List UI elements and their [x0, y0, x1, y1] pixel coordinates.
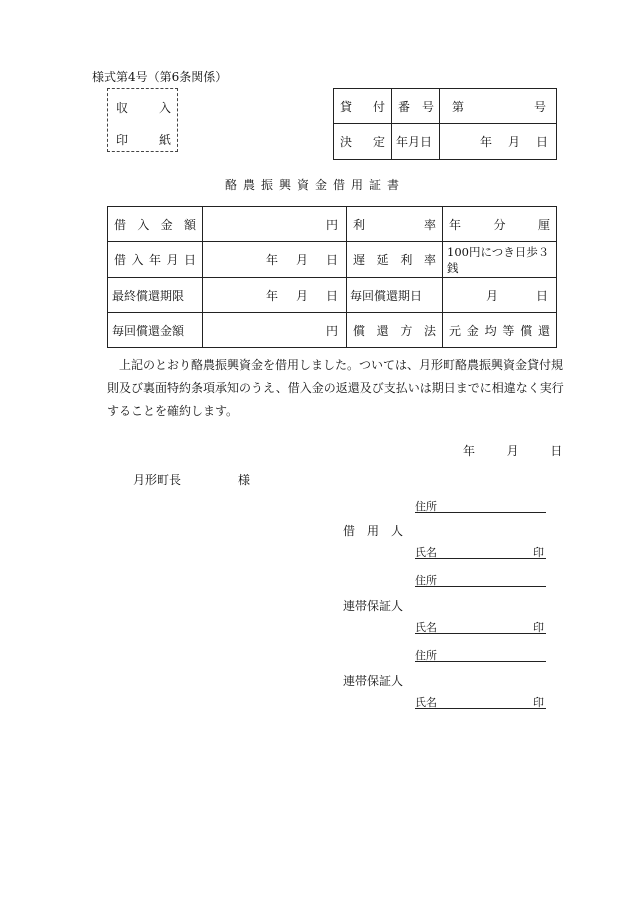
guarantor1-role-label: 連帯保証人: [343, 599, 404, 613]
guarantor2-role-label: 連帯保証人: [343, 674, 404, 688]
interest-label-char: 率: [423, 217, 436, 232]
loan-terms-table: [107, 206, 557, 348]
rate-rin: 厘: [537, 217, 550, 232]
address-label: 住所: [415, 500, 437, 513]
loan-decision-table: [333, 88, 557, 160]
rate-year: 年: [449, 217, 462, 232]
stamp-char: 入: [158, 101, 171, 115]
signing-date: [463, 442, 562, 459]
borrower-name-line[interactable]: [415, 544, 546, 559]
date-year: 年: [265, 288, 278, 303]
borrower-address-line[interactable]: [415, 498, 546, 513]
date-month: 月: [507, 135, 520, 149]
statement-paragraph: [107, 354, 567, 423]
date-month: 月: [485, 288, 498, 303]
date-month: 月: [295, 253, 308, 267]
form-number-label: 様式第4号（第6条関係）: [92, 70, 228, 84]
name-label: 氏名: [415, 621, 437, 634]
loan-number-prefix: 第: [452, 99, 465, 114]
terms-label-cell: 償 還 方 法: [353, 323, 436, 338]
seal-mark: 印: [533, 546, 544, 559]
address-label: 住所: [415, 574, 437, 587]
addressee-name: 月形町長: [133, 473, 182, 487]
date-day: 日: [535, 288, 548, 303]
date-year: 年: [265, 253, 278, 267]
date-day: 日: [325, 288, 338, 303]
guarantor1-address-line[interactable]: [415, 572, 546, 587]
loan-box-char: 定: [372, 135, 385, 149]
addressee-honorific: 様: [238, 473, 251, 487]
loan-box-char: 決: [340, 135, 353, 149]
date-day: 日: [325, 253, 338, 267]
repayment-method: 元 金 均 等 償 還: [449, 323, 550, 338]
date-month: 月: [295, 288, 308, 303]
guarantor1-name-line[interactable]: [415, 619, 546, 634]
guarantor2-name-line[interactable]: [415, 694, 546, 709]
loan-number-label: 番 号: [398, 99, 435, 114]
revenue-stamp-box: [107, 88, 178, 152]
seal-mark: 印: [533, 621, 544, 634]
document-title: 酪農振興資金借用証書: [224, 178, 405, 192]
terms-label-cell: 借 入 金 額: [114, 217, 196, 232]
date-day: 日: [535, 135, 548, 149]
date-month: 月: [506, 444, 519, 458]
terms-label-cell: 借 入 年 月 日: [114, 253, 196, 267]
repayment-date-label: 毎回償還期日: [350, 288, 423, 303]
loan-number-suffix: 号: [533, 99, 546, 114]
rate-bu: 分: [493, 217, 506, 232]
statement-text: 上記のとおり酪農振興資金を借用しました。ついては、月形町酪農振興資金貸付規則及び裏面特約条項承知のうえ、借入金の返還及び支払いは期日までに相違なく実行することを確約します。: [107, 358, 564, 418]
address-label: 住所: [415, 649, 437, 662]
date-day: 日: [550, 444, 563, 458]
date-year: 年: [479, 135, 492, 149]
name-label: 氏名: [415, 696, 437, 709]
name-label: 氏名: [415, 546, 437, 559]
terms-label-cell: 遅 延 利 率: [353, 253, 436, 267]
final-repayment-label: 最終償還期限: [112, 288, 185, 303]
date-year: 年: [463, 444, 476, 458]
decision-date-label: 年月日: [396, 135, 433, 149]
borrower-role-label: 借 用 人: [343, 524, 404, 538]
guarantor2-address-line[interactable]: [415, 647, 546, 662]
late-interest-rate: 100円につき日歩３銭: [447, 244, 550, 275]
stamp-char: 印: [116, 133, 129, 147]
interest-label-char: 利: [353, 217, 366, 232]
loan-box-char: 貸: [340, 99, 353, 114]
stamp-char: 収: [116, 101, 129, 115]
stamp-char: 紙: [158, 133, 171, 147]
loan-box-char: 付: [372, 99, 385, 114]
repayment-amount-label: 毎回償還金額: [112, 323, 185, 338]
amount-unit: 円: [325, 323, 338, 338]
seal-mark: 印: [533, 696, 544, 709]
amount-unit: 円: [325, 217, 338, 232]
